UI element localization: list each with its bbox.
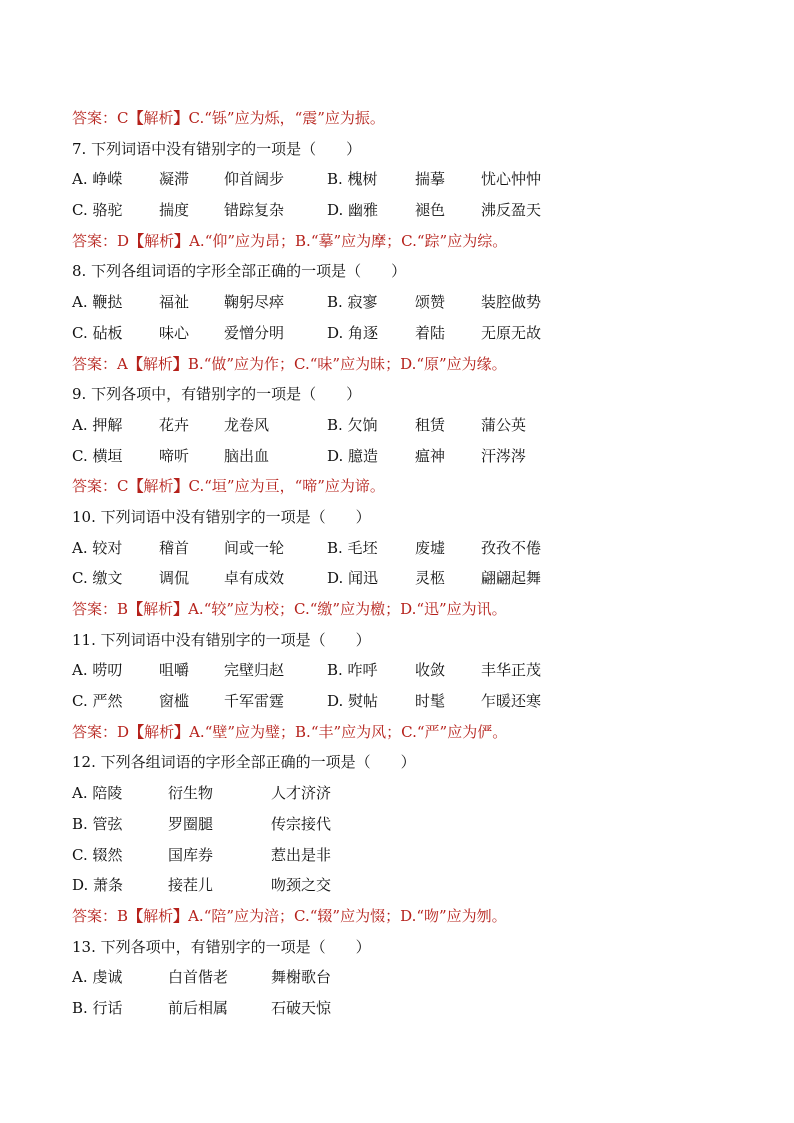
- question-stem-q11: 11. 下列词语中没有错别字的一项是（ ）: [72, 630, 371, 649]
- option-cell: 揣摹: [415, 170, 446, 189]
- option-row: [72, 441, 772, 472]
- option-cell: 千军雷霆: [224, 692, 285, 711]
- option-cell: 传宗接代: [271, 814, 332, 833]
- option-cell: 着陆: [415, 323, 446, 342]
- answer-line-q8: [72, 349, 772, 380]
- option-cell: 稽首: [159, 538, 190, 557]
- option-cell: D. 角逐: [327, 323, 379, 342]
- option-cell: 前后相属: [168, 998, 229, 1017]
- option-cell: 啼听: [159, 446, 190, 465]
- option-row: [72, 164, 772, 195]
- option-cell: D. 幽雅: [327, 201, 379, 220]
- option-cell: 时髦: [415, 692, 446, 711]
- option-row: [72, 318, 772, 349]
- question-stem-q7: 7. 下列词语中没有错别字的一项是（ ）: [72, 139, 362, 158]
- option-row: [72, 778, 772, 809]
- analysis-bracket-left: 【: [128, 600, 144, 618]
- option-cell: 无原无故: [481, 323, 542, 342]
- option-cell: A. 鞭挞: [72, 293, 123, 312]
- analysis-text: A.“较”应为校；C.“缴”应为檄；D.“迅”应为讯。: [188, 600, 507, 618]
- option-cell: D. 闻迅: [327, 569, 379, 588]
- option-cell: 吻颈之交: [271, 876, 332, 895]
- option-row: [72, 287, 772, 318]
- answer-prefix: 答案：: [72, 477, 118, 496]
- analysis-bracket-right: 】: [174, 231, 190, 250]
- answer-line-q12: [72, 901, 772, 932]
- option-cell: D. 熨帖: [327, 692, 379, 711]
- analysis-label: 解析: [143, 906, 174, 925]
- option-cell: 福祉: [159, 293, 190, 312]
- option-cell: A. 唠叨: [72, 661, 123, 680]
- option-cell: 味心: [159, 323, 190, 342]
- option-cell: D. 臆造: [327, 446, 379, 465]
- option-row: [72, 655, 772, 686]
- analysis-bracket-left: 【: [127, 354, 143, 373]
- answer-letter: C: [117, 109, 129, 127]
- option-cell: 孜孜不倦: [481, 538, 542, 557]
- option-cell: 瘟神: [415, 446, 446, 465]
- analysis-bracket-right: 】: [174, 722, 190, 741]
- option-cell: 收敛: [415, 661, 446, 680]
- analysis-bracket-right: 】: [173, 600, 189, 618]
- answer-letter: D: [117, 231, 130, 250]
- option-cell: A. 虔诚: [72, 968, 123, 987]
- analysis-bracket-left: 【: [128, 906, 144, 925]
- option-cell: 褪色: [415, 201, 446, 220]
- option-row: [72, 993, 772, 1024]
- analysis-bracket-left: 【: [129, 231, 145, 250]
- analysis-bracket-left: 【: [128, 477, 144, 496]
- answer-prefix: 答案：: [72, 600, 118, 618]
- answer-letter: B: [117, 600, 129, 618]
- answer-line-q10: [72, 594, 772, 625]
- option-cell: B. 咋呼: [327, 661, 378, 680]
- option-cell: A. 峥嵘: [72, 170, 123, 189]
- option-cell: 鞠躬尽瘁: [224, 293, 285, 312]
- option-row: [72, 686, 772, 717]
- analysis-text: A.“仰”应为昂；B.“摹”应为摩；C.“踪”应为综。: [189, 231, 508, 250]
- analysis-bracket-left: 【: [129, 722, 145, 741]
- option-cell: B. 毛坯: [327, 538, 378, 557]
- analysis-label: 解析: [143, 600, 174, 618]
- analysis-label: 解析: [142, 354, 173, 373]
- option-cell: 接茬儿: [168, 876, 214, 895]
- option-cell: B. 寂寥: [327, 293, 378, 312]
- option-row: [72, 870, 772, 901]
- option-cell: 爱憎分明: [224, 323, 285, 342]
- answer-line-q7: [72, 226, 772, 257]
- analysis-bracket-right: 】: [173, 109, 189, 127]
- option-cell: 翩翩起舞: [481, 569, 542, 588]
- option-cell: 揣度: [159, 201, 190, 220]
- option-cell: 卓有成效: [224, 569, 285, 588]
- answer-line-q6: [72, 103, 772, 134]
- option-cell: B. 欠饷: [327, 415, 378, 434]
- option-cell: 蒲公英: [481, 415, 527, 434]
- option-cell: C. 辍然: [72, 845, 123, 864]
- option-cell: 咀嚼: [159, 661, 190, 680]
- answer-letter: C: [117, 477, 129, 496]
- answer-line-q11: [72, 717, 772, 748]
- analysis-bracket-right: 】: [172, 354, 188, 373]
- option-cell: 完壁归赵: [224, 661, 285, 680]
- question-stem-q9: 9. 下列各项中，有错别字的一项是（ ）: [72, 385, 362, 404]
- option-cell: C. 砧板: [72, 323, 123, 342]
- analysis-text: B.“做”应为作；C.“味”应为昧；D.“原”应为缘。: [187, 354, 507, 373]
- answer-prefix: 答案：: [72, 722, 118, 741]
- option-cell: C. 横垣: [72, 446, 123, 465]
- analysis-label: 解析: [143, 109, 174, 127]
- option-row: [72, 563, 772, 594]
- option-cell: 废墟: [415, 538, 446, 557]
- analysis-text: A.“陪”应为涪；C.“辍”应为惙；D.“吻”应为刎。: [188, 906, 507, 925]
- question-stem-q10: 10. 下列词语中没有错别字的一项是（ ）: [72, 507, 371, 526]
- option-row: [72, 410, 772, 441]
- analysis-text: C.“垣”应为亘，“啼”应为谛。: [188, 477, 385, 496]
- answer-prefix: 答案：: [72, 109, 118, 127]
- analysis-bracket-right: 】: [173, 477, 189, 496]
- question-stem-q12: 12. 下列各组词语的字形全部正确的一项是（ ）: [72, 753, 416, 772]
- option-cell: 仰首阔步: [224, 170, 285, 189]
- analysis-text: A.“壁”应为璧；B.“丰”应为风；C.“严”应为俨。: [189, 722, 508, 741]
- option-cell: 白首偕老: [168, 968, 229, 987]
- option-cell: A. 较对: [72, 538, 123, 557]
- option-cell: 人才济济: [271, 784, 332, 803]
- answer-letter: B: [117, 906, 129, 925]
- answer-letter: D: [117, 722, 130, 741]
- option-cell: 丰华正茂: [481, 661, 542, 680]
- option-row: [72, 195, 772, 226]
- option-cell: 舞榭歌台: [271, 968, 332, 987]
- answer-prefix: 答案：: [72, 906, 118, 925]
- option-cell: 花卉: [159, 415, 190, 434]
- analysis-text: C.“铄”应为烁，“震”应为振。: [188, 109, 385, 127]
- option-cell: 错踪复杂: [224, 201, 285, 220]
- option-cell: 灵柩: [415, 569, 446, 588]
- option-cell: 调侃: [159, 569, 190, 588]
- answer-line-q9: [72, 471, 772, 502]
- analysis-label: 解析: [144, 231, 175, 250]
- option-cell: B. 管弦: [72, 814, 123, 833]
- analysis-bracket-left: 【: [128, 109, 144, 127]
- option-cell: 龙卷风: [224, 415, 270, 434]
- option-cell: 惹出是非: [271, 845, 332, 864]
- analysis-label: 解析: [144, 722, 175, 741]
- option-row: [72, 840, 772, 871]
- option-cell: B. 槐树: [327, 170, 378, 189]
- analysis-label: 解析: [143, 477, 174, 496]
- option-cell: 罗圈腿: [168, 814, 214, 833]
- option-cell: 国库券: [168, 845, 214, 864]
- option-cell: A. 陪陵: [72, 784, 123, 803]
- option-cell: C. 骆驼: [72, 201, 123, 220]
- question-stem-q13: 13. 下列各项中，有错别字的一项是（ ）: [72, 937, 371, 956]
- option-cell: D. 萧条: [72, 876, 124, 895]
- option-cell: C. 缴文: [72, 569, 123, 588]
- option-cell: 租赁: [415, 415, 446, 434]
- option-cell: 装腔做势: [481, 293, 542, 312]
- answer-prefix: 答案：: [72, 231, 118, 250]
- option-cell: 间或一轮: [224, 538, 285, 557]
- option-cell: 汗涔涔: [481, 446, 527, 465]
- analysis-bracket-right: 】: [173, 906, 189, 925]
- document-page: [72, 103, 772, 1024]
- answer-prefix: 答案：: [72, 354, 118, 373]
- option-row: [72, 962, 772, 993]
- option-row: [72, 809, 772, 840]
- option-row: [72, 533, 772, 564]
- option-cell: A. 押解: [72, 415, 123, 434]
- option-cell: 脑出血: [224, 446, 270, 465]
- question-stem-q8: 8. 下列各组词语的字形全部正确的一项是（ ）: [72, 262, 407, 281]
- option-cell: 衍生物: [168, 784, 214, 803]
- option-cell: 石破天惊: [271, 998, 332, 1017]
- option-cell: 沸反盈天: [481, 201, 542, 220]
- answer-letter: A: [117, 354, 128, 373]
- option-cell: 忧心忡忡: [481, 170, 542, 189]
- option-cell: B. 行话: [72, 998, 123, 1017]
- option-cell: 凝滞: [159, 170, 190, 189]
- option-cell: C. 严然: [72, 692, 123, 711]
- option-cell: 乍暖还寒: [481, 692, 542, 711]
- option-cell: 颂赞: [415, 293, 446, 312]
- option-cell: 窗槛: [159, 692, 190, 711]
